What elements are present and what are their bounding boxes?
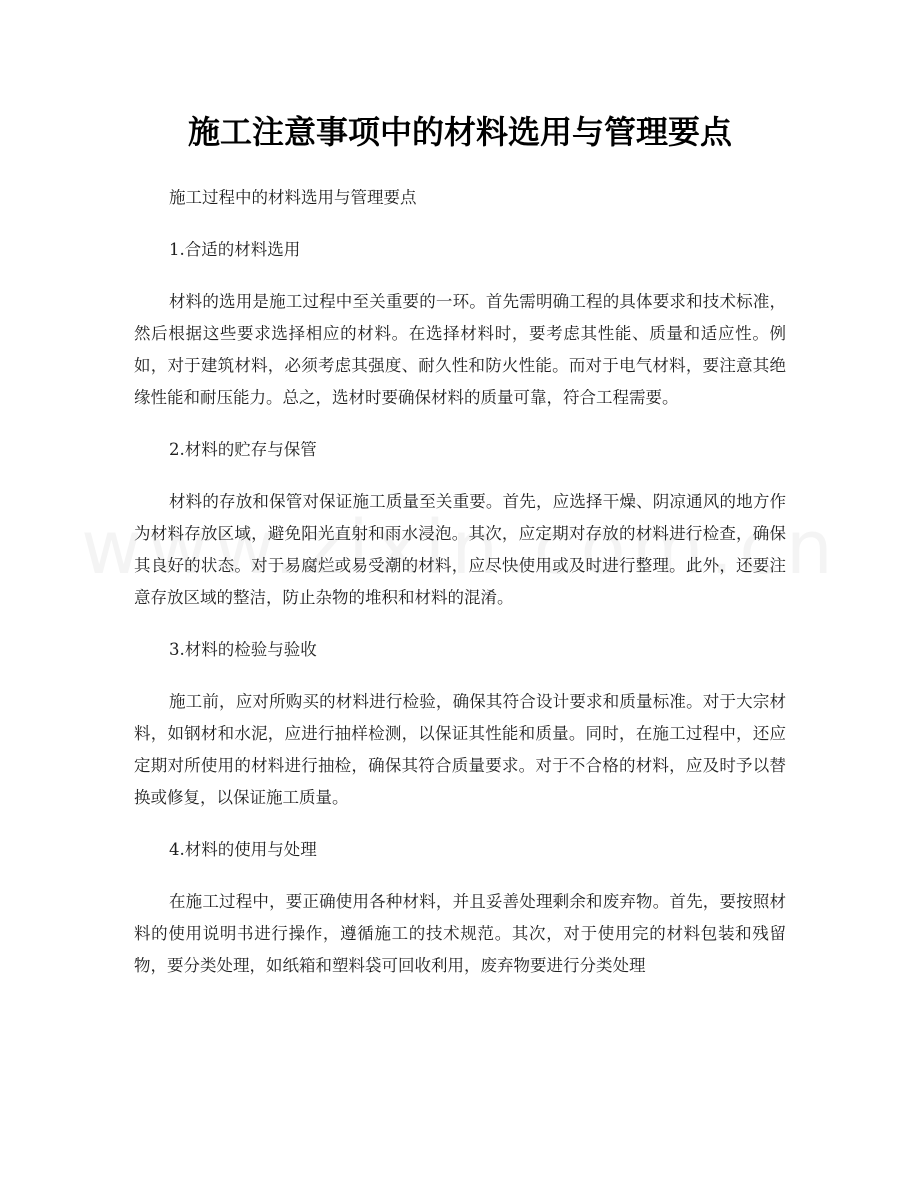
intro-line: 施工过程中的材料选用与管理要点	[169, 188, 417, 207]
section-heading: 1.合适的材料选用	[169, 240, 301, 259]
page-title: 施工注意事项中的材料选用与管理要点	[187, 113, 732, 151]
section-heading: 3.材料的检验与验收	[169, 640, 317, 659]
section-paragraph: 材料的存放和保管对保证施工质量至关重要。首先，应选择干燥、阴凉通风的地方作为材料存放区域，避免阳光直射和雨水浸泡。其次，应定期对存放的材料进行检查，确保其良好的状态。对于易腐烂或易受潮的材料，应尽快使用或及时进行整理。此外，还要注意存放区域的整洁，防止杂物的堆积和材料的混淆。	[134, 492, 786, 607]
document-body	[134, 182, 786, 982]
section-paragraph: 材料的选用是施工过程中至关重要的一环。首先需明确工程的具体要求和技术标准，然后根据这些要求选择相应的材料。在选择材料时，要考虑其性能、质量和适应性。例如，对于建筑材料，必须考虑其强度、耐久性和防火性能。而对于电气材料，要注意其绝缘性能和耐压能力。总之，选材时要确保材料的质量可靠，符合工程需要。	[134, 292, 786, 407]
section-paragraph: 施工前，应对所购买的材料进行检验，确保其符合设计要求和质量标准。对于大宗材料，如钢材和水泥，应进行抽样检测，以保证其性能和质量。同时，在施工过程中，还应定期对所使用的材料进行抽检，确保其符合质量要求。对于不合格的材料，应及时予以替换或修复，以保证施工质量。	[134, 692, 786, 807]
section-heading: 2.材料的贮存与保管	[169, 440, 317, 459]
section-paragraph: 在施工过程中，要正确使用各种材料，并且妥善处理剩余和废弃物。首先，要按照材料的使用说明书进行操作，遵循施工的技术规范。其次，对于使用完的材料包装和残留物，要分类处理，如纸箱和塑料袋可回收利用，废弃物要进行分类处理	[134, 892, 786, 975]
section-heading: 4.材料的使用与处理	[169, 840, 317, 859]
